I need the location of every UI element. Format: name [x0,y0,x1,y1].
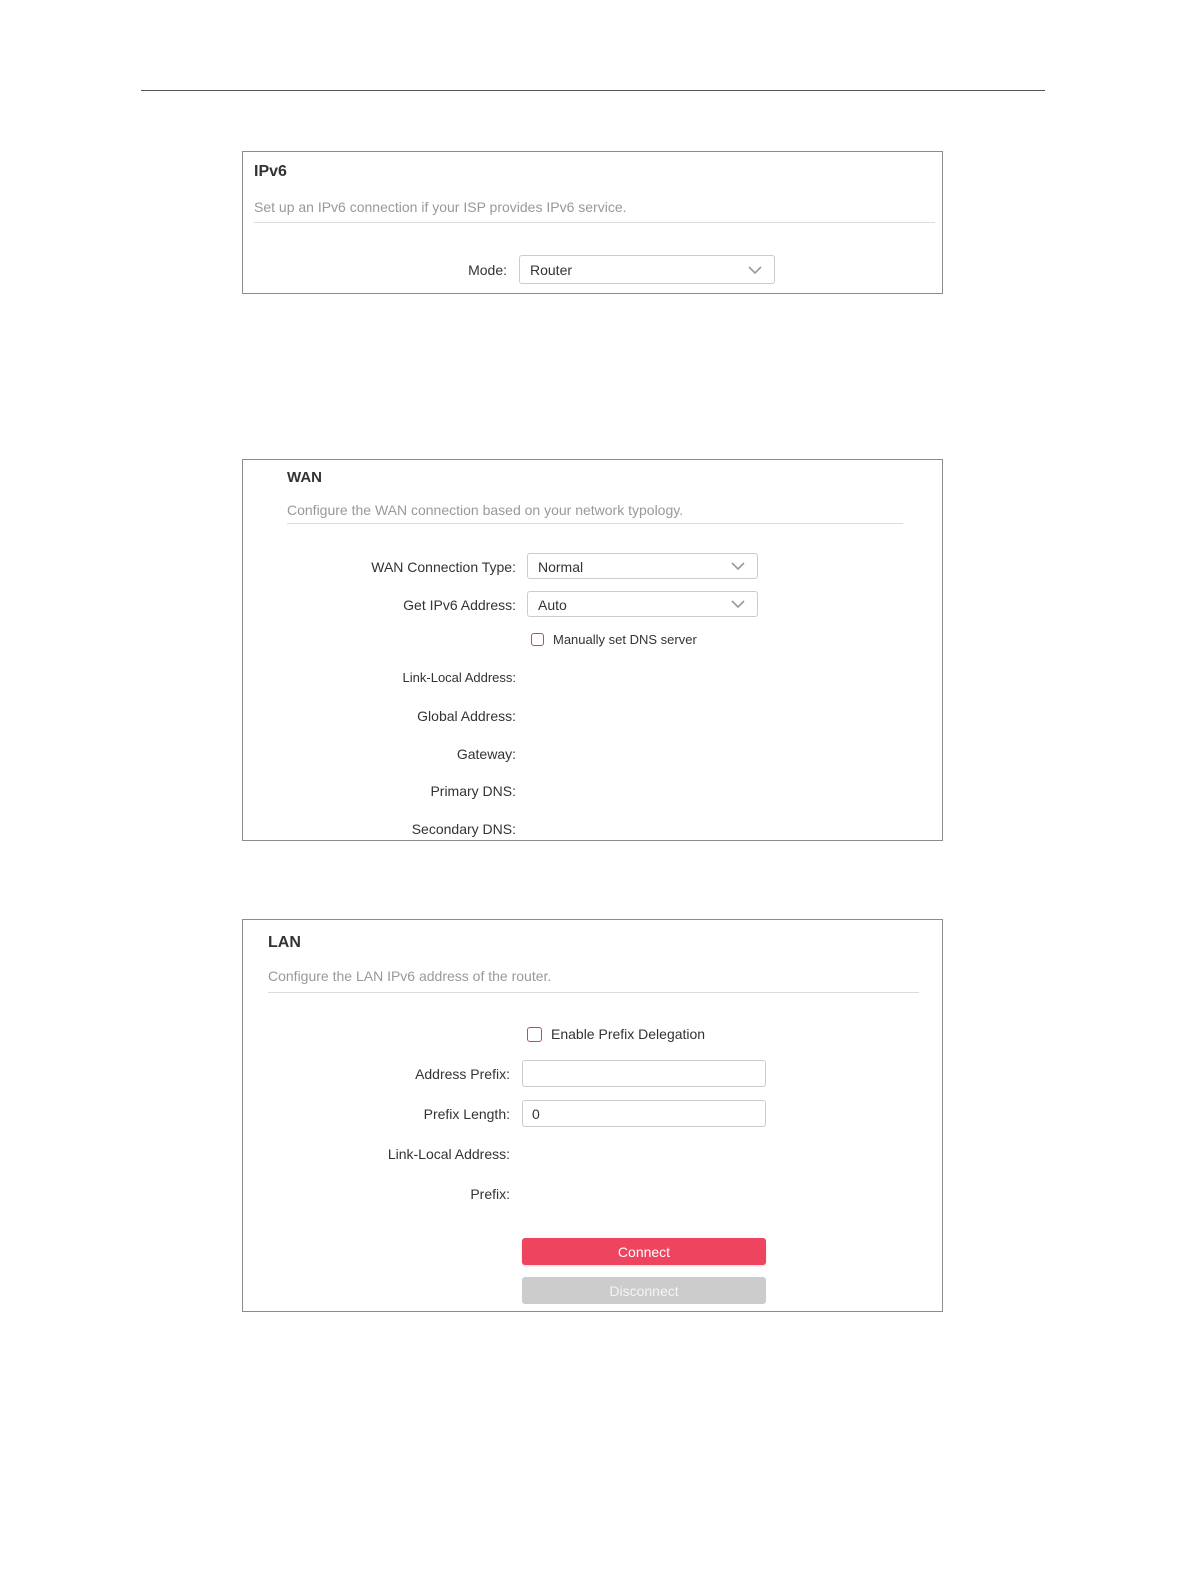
disconnect-button[interactable]: Disconnect [522,1277,766,1304]
wan-primary-dns-label: Primary DNS: [430,783,516,799]
mode-select[interactable] [519,255,775,284]
ipv6-divider [254,222,935,223]
wan-gateway-label: Gateway: [456,746,516,762]
checkbox-icon[interactable] [527,1027,542,1042]
manual-dns-checkbox[interactable] [531,632,697,647]
checkbox-icon[interactable] [531,633,544,646]
get-ipv6-address-value: Auto [538,597,567,613]
wan-title: WAN [287,469,322,486]
wan-connection-type-select[interactable] [527,553,758,579]
address-prefix-label: Address Prefix: [415,1066,510,1082]
ipv6-description: Set up an IPv6 connection if your ISP provides IPv6 service. [254,199,627,215]
prefix-length-label: Prefix Length: [423,1106,510,1122]
get-ipv6-address-select[interactable] [527,591,758,617]
wan-description: Configure the WAN connection based on your network typology. [287,502,684,518]
chevron-down-icon [731,559,745,573]
chevron-down-icon [731,597,745,611]
chevron-down-icon [748,263,762,277]
lan-description: Configure the LAN IPv6 address of the router. [268,968,552,984]
wan-connection-type-value: Normal [538,559,584,575]
ipv6-panel [242,151,943,294]
ipv6-title: IPv6 [254,163,287,180]
prefix-delegation-checkbox[interactable] [527,1026,705,1042]
address-prefix-input[interactable] [522,1060,766,1087]
lan-prefix-label: Prefix: [470,1186,510,1202]
mode-label: Mode: [468,262,507,278]
manual-dns-label: Manually set DNS server [553,632,697,647]
page-header-rule [141,90,1045,91]
prefix-length-input[interactable] [522,1100,766,1127]
connect-button[interactable]: Connect [522,1238,766,1265]
wan-divider [287,523,903,524]
get-ipv6-address-label: Get IPv6 Address: [403,597,516,613]
lan-title: LAN [268,934,301,951]
wan-link-local-address-label: Link-Local Address: [402,670,516,685]
lan-panel [242,919,943,1312]
wan-connection-type-label: WAN Connection Type: [371,559,516,575]
prefix-delegation-label: Enable Prefix Delegation [551,1026,706,1042]
lan-link-local-address-label: Link-Local Address: [387,1146,510,1162]
wan-panel [242,459,943,841]
wan-global-address-label: Global Address: [417,708,516,724]
mode-select-value: Router [530,262,573,278]
wan-secondary-dns-label: Secondary DNS: [411,821,516,837]
lan-divider [268,992,919,993]
